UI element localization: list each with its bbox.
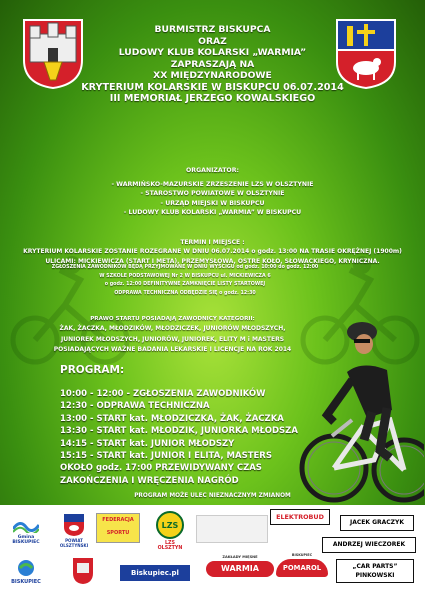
sponsor-gmina: Gmina BISKUPIEC (6, 519, 46, 545)
registration-line: ZGŁOSZENIA ZAWODNIKÓW BĘDĄ PRZYJMOWANE W DNIU WYŚCIGU od godz. 10:00 do godz. 12:00 (51, 265, 319, 270)
program-item: ZAKOŃCZENIA I WRĘCZENIA NAGRÓD (60, 475, 239, 486)
header-line-invite: ZAPRASZAJĄ NA (170, 58, 255, 70)
header (81, 24, 344, 105)
program-title: PROGRAM: (60, 364, 125, 376)
header-line-edition: XX MIĘDZYNARODOWE (153, 70, 272, 81)
term-line-date: KRYTERIUM KOLARSKIE ZOSTANIE ROZEGRANE W DNIU 06.07.2014 o godz. 13:00 NA TRASIE OKRĘŻNEJ (1900m) (23, 248, 402, 256)
sponsor-warmia: ZAKŁADY MIĘSNE WARMIA (206, 555, 274, 577)
program-item: 13:30 - START kat. MŁODZIK, JUNIORKA MŁODSZA (60, 426, 298, 437)
lzs-logo-icon (154, 511, 186, 539)
program-item: 12:30 - ODPRAWA TECHNICZNA (60, 401, 210, 412)
sponsor-pomarol: BISKUPIEC POMAROL (276, 553, 328, 577)
header-line-memorial: III MEMORIAŁ JERZEGO KOWALSKIEGO (109, 93, 316, 104)
header-line-and: ORAZ (198, 35, 227, 47)
program-item: 15:15 - START kat. JUNIOR I ELITA, MASTERS (60, 451, 272, 462)
organizers-title: ORGANIZATOR: (186, 167, 239, 174)
gmina-wave-icon (13, 519, 39, 533)
county-crest-icon (335, 18, 397, 90)
eligibility-line: JUNIOREK MŁODSZYCH, JUNIORÓW, JUNIOREK, ELITY M i MASTERS (60, 335, 285, 343)
sponsor-jacek: JACEK GRACZYK (340, 515, 414, 531)
eligibility-section (20, 314, 325, 356)
sponsors-panel (0, 505, 425, 600)
program-list (60, 388, 360, 487)
eligibility-line: POSIADAJĄCYCH WAŻNE BADANIA LEKARSKIE I LICENCJE NA ROK 2014 (53, 346, 292, 354)
sponsor-skyline (196, 515, 268, 543)
powiat-crest-icon (63, 513, 85, 537)
registration-line: ODPRAWA TECHNICZNA ODBĘDZIE SIĘ o godz. 12:30 (114, 290, 256, 296)
biskupiec-logo-icon (16, 559, 36, 577)
sponsor-federacja: FEDERACJA SPORTU (96, 513, 140, 543)
registration-line: W SZKOLE PODSTAWOWEJ Nr 2 W BISKUPCU ul. MICKIEWICZA 6 (99, 273, 271, 279)
term-title: TERMIN I MIEJSCE : (180, 239, 245, 246)
program-item: OKOŁO godz. 17:00 PRZEWIDYWANY CZAS (60, 463, 262, 474)
town-crest-icon (22, 18, 84, 90)
header-line-mayor: BURMISTRZ BISKUPCA (154, 24, 271, 35)
sponsor-biskupiec-pl: Biskupiec.pl (120, 565, 190, 581)
organizers-list (0, 180, 425, 218)
registration-section (25, 264, 345, 298)
program-item: 13:00 - START kat. MŁODZICZKA, ŻAK, ŻACZKA (60, 413, 284, 424)
svg-text:LZS: LZS (161, 521, 179, 530)
eligibility-line: ŻAK, ŻACZKA, MŁODZIKÓW, MŁODZICZEK, JUNIORÓW MŁODSZYCH, (59, 325, 286, 333)
sponsor-powiat: POWIAT OLSZTYŃSKI (54, 513, 94, 548)
program-item: 14:15 - START kat. JUNIOR MŁODSZY (60, 438, 235, 449)
header-line-event: KRYTERIUM KOLARSKIE W BISKUPCU 06.07.2014 (81, 81, 344, 93)
eligibility-title: PRAWO STARTU POSIADAJĄ ZAWODNICY KATEGORII: (90, 316, 255, 322)
organizer-item: - WARMIŃSKO-MAZURSKIE ZRZESZENIE LZS W OLSZTYNIE (111, 181, 314, 188)
sponsor-lzs: LZS LZS OLSZTYN (152, 511, 188, 551)
sponsor-elektrobud: ELEKTROBUD (270, 509, 330, 525)
sponsor-carparts: „CAR PARTS” PINKOWSKI (336, 559, 414, 583)
term-line-streets: ULICAMI: MICKIEWICZA (START I META), PRZEMYSŁOWA, OSTRE KOŁO, SŁOWACKIEGO, KRYNICZNA. (45, 257, 380, 265)
term-section (10, 238, 415, 266)
program-item: 10:00 - 12:00 - ZGŁOSZENIA ZAWODNIKÓW (60, 389, 266, 399)
organizer-item: - URZĄD MIEJSKI W BISKUPCU (160, 199, 265, 207)
header-line-club: LUDOWY KLUB KOLARSKI „WARMIA” (118, 47, 307, 58)
sponsor-andrzej: ANDRZEJ WIECZOREK (322, 537, 416, 553)
organizer-item: - STAROSTWO POWIATOWE W OLSZTYNIE (140, 190, 285, 198)
program-note: PROGRAM MOŻE ULEC NIEZNACZNYM ZMIANOM (134, 493, 291, 499)
organizer-item: - LUDOWY KLUB KOLARSKI „WARMIA” W BISKUPCU (123, 209, 302, 217)
sponsor-biskupiec-logo: BISKUPIEC (6, 559, 46, 585)
biskupiec-crest-icon (72, 557, 94, 585)
registration-line: o godz. 12:00 DEFINITYWNE ZAMKNIĘCIE LISTY STARTOWEJ (104, 282, 266, 288)
